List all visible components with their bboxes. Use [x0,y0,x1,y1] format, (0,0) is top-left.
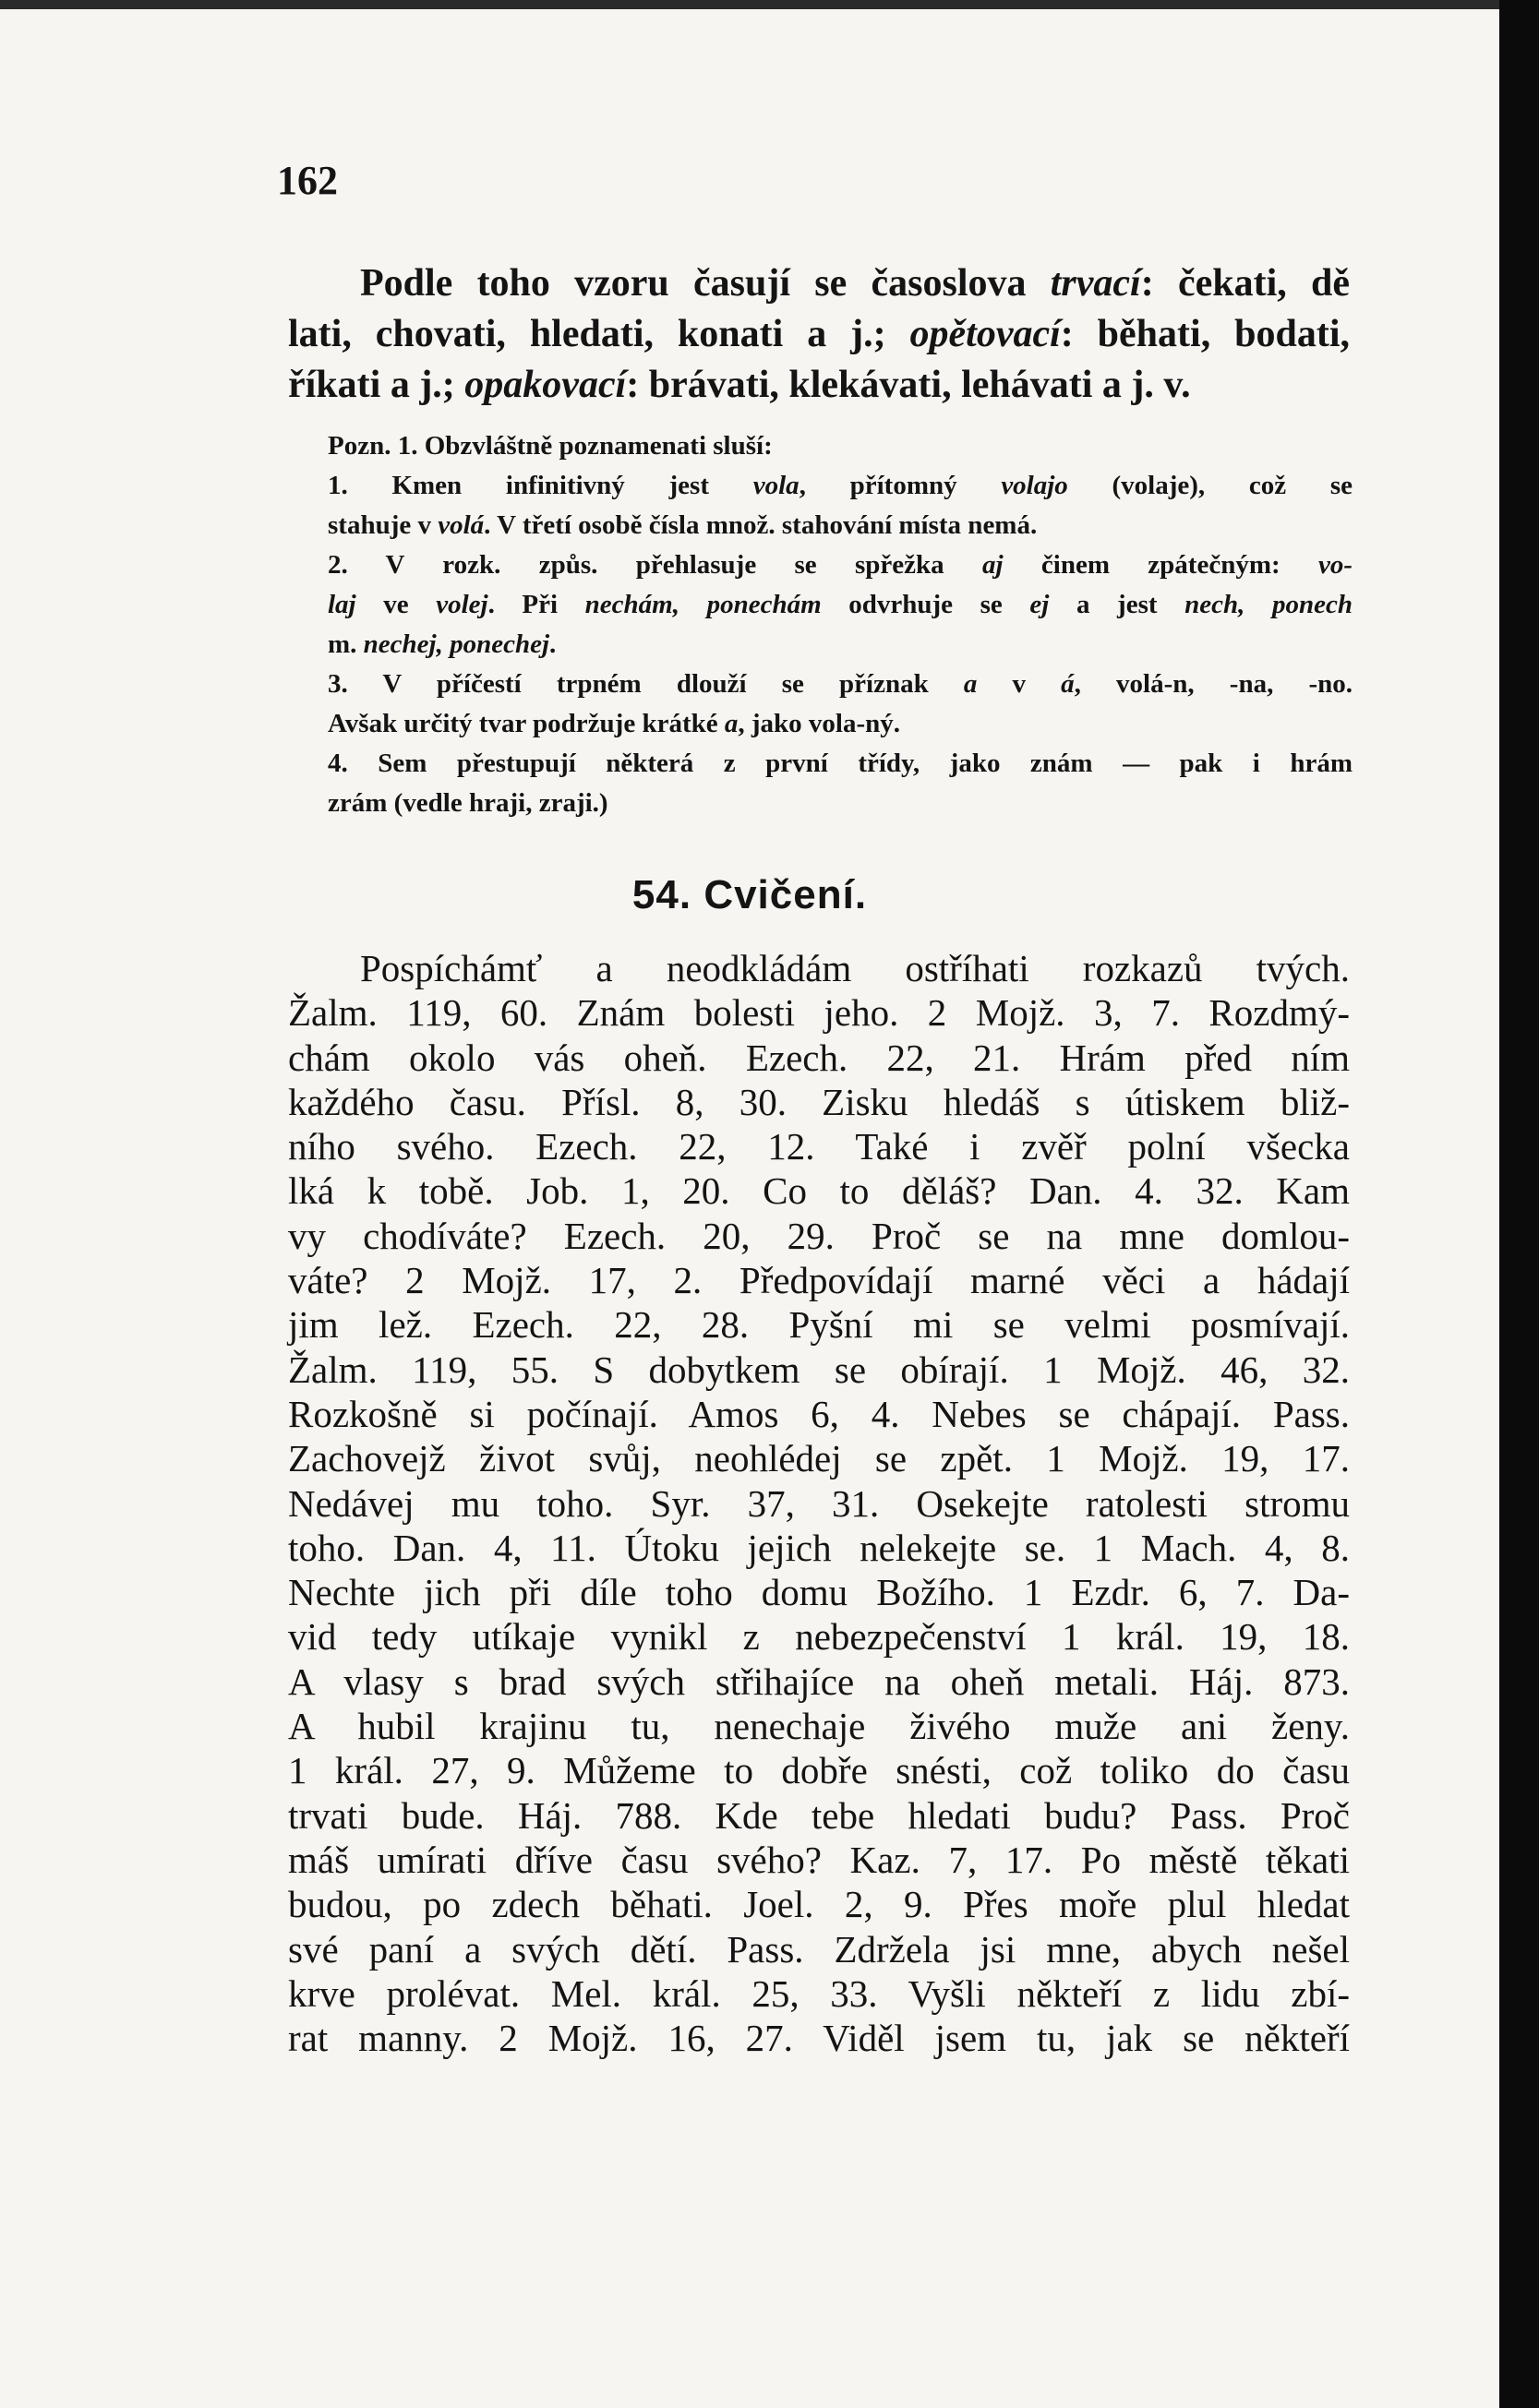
intro-line: říkati a j.; opakovací: brávati, klekávati, lehávati a j. v. [288,364,1191,406]
exercise-line: vy chodíváte? Ezech. 20, 29. Proč se na mne domlou- [288,1214,1350,1257]
intro-paragraph [288,258,1350,411]
notes-heading: Pozn. 1. Obzvláštně poznamenati sluší: [328,431,773,461]
exercise-line: chám okolo vás oheň. Ezech. 22, 21. Hrám před ním [288,1036,1350,1079]
exercise-line: krve prolévat. Mel. král. 25, 33. Vyšli někteří z lidu zbí- [288,1971,1350,2015]
exercise-line: vid tedy utíkaje vynikl z nebezpečenství 1 král. 19, 18. [288,1615,1350,1659]
note-3-line: 3. V příčestí trpném dlouží se příznak a v á, volá-n, -na, -no. [328,669,1353,699]
exercise-line: Pospíchámť a neodkládám ostříhati rozkazů tvých. [360,947,1350,989]
note-2-line: m. nechej, ponechej. [328,629,557,659]
exercise-line: Zachovejž život svůj, neohlédej se zpět. 1 Mojž. 19, 17. [288,1437,1350,1480]
section-title: 54. Cvičení. [631,872,868,917]
note-1-line: 1. Kmen infinitivný jest vola, přítomný volajo (volaje), což se [328,471,1353,500]
exercise-line: Žalm. 119, 60. Znám bolesti jeho. 2 Mojž. 3, 7. Rozdmý- [288,991,1350,1035]
intro-line: lati, chovati, hledati, konati a j.; opětovací: běhati, bodati, [288,313,1350,355]
exercise-line: Žalm. 119, 55. S dobytkem se obírají. 1 Mojž. 46, 32. [288,1348,1350,1391]
note-4-line: zrám (vedle hraji, zraji.) [328,788,608,818]
exercise-line: své paní a svých dětí. Pass. Zdržela jsi mne, abych nešel [288,1927,1350,1971]
exercise-line: trvati bude. Háj. 788. Kde tebe hledati budu? Pass. Proč [288,1793,1350,1837]
exercise-line: každého času. Přísl. 8, 30. Zisku hledáš s útiskem bliž- [288,1080,1350,1123]
exercise-line: 1 král. 27, 9. Můžeme to dobře snésti, což toliko do času [288,1749,1350,1792]
exercise-line: jim lež. Ezech. 22, 28. Pyšní mi se velmi posmívají. [288,1303,1350,1347]
exercise-line: A vlasy s brad svých střihajíce na oheň metali. Háj. 873. [288,1659,1350,1703]
note-2-line: laj ve volej. Při nechám, ponechám odvrhuje se ej a jest nech, ponech [328,590,1353,619]
exercise-line: toho. Dan. 4, 11. Útoku jejich nelekejte se. 1 Mach. 4, 8. [288,1526,1350,1569]
exercise-line: Nechte jich při díle toho domu Božího. 1 Ezdr. 6, 7. Da- [288,1571,1350,1614]
exercise-line: váte? 2 Mojž. 17, 2. Předpovídají marné věci a hádají [288,1259,1350,1302]
exercise-line: Rozkošně si počínají. Amos 6, 4. Nebes se chápají. Pass. [288,1392,1350,1435]
exercise-line: ního svého. Ezech. 22, 12. Také i zvěř polní všecka [288,1125,1350,1168]
scan-top-edge [0,0,1499,9]
exercise-line: budou, po zdech běhati. Joel. 2, 9. Přes moře plul hledat [288,1883,1350,1926]
exercise-line: máš umírati dříve času svého? Kaz. 7, 17. Po městě těkati [288,1838,1350,1881]
exercise-line: Nedávej mu toho. Syr. 37, 31. Osekejte ratolesti stromu [288,1481,1350,1525]
intro-line: Podle toho vzoru časují se časoslova trvací: čekati, dě [360,262,1350,305]
note-2-line: 2. V rozk. způs. přehlasuje se spřežka aj činem zpátečným: vo- [328,550,1353,580]
page-number: 162 [277,158,338,203]
note-3-line: Avšak určitý tvar podržuje krátké a, jako vola-ný. [328,709,901,738]
note-1-line: stahuje v volá. V třetí osobě čísla množ. stahování místa nemá. [328,510,1038,540]
exercise-line: lká k tobě. Job. 1, 20. Co to děláš? Dan. 4. 32. Kam [288,1169,1350,1213]
note-4-line: 4. Sem přestupují některá z první třídy, jako znám — pak i hrám [328,749,1353,778]
exercise-text [288,946,1350,2060]
exercise-line: A hubil krajinu tu, nenechaje živého muže ani ženy. [288,1705,1350,1748]
notes-section [328,426,1353,823]
scan-right-edge [1499,0,1539,2408]
exercise-line: rat manny. 2 Mojž. 16, 27. Viděl jsem tu, jak se někteří [288,2017,1350,2060]
